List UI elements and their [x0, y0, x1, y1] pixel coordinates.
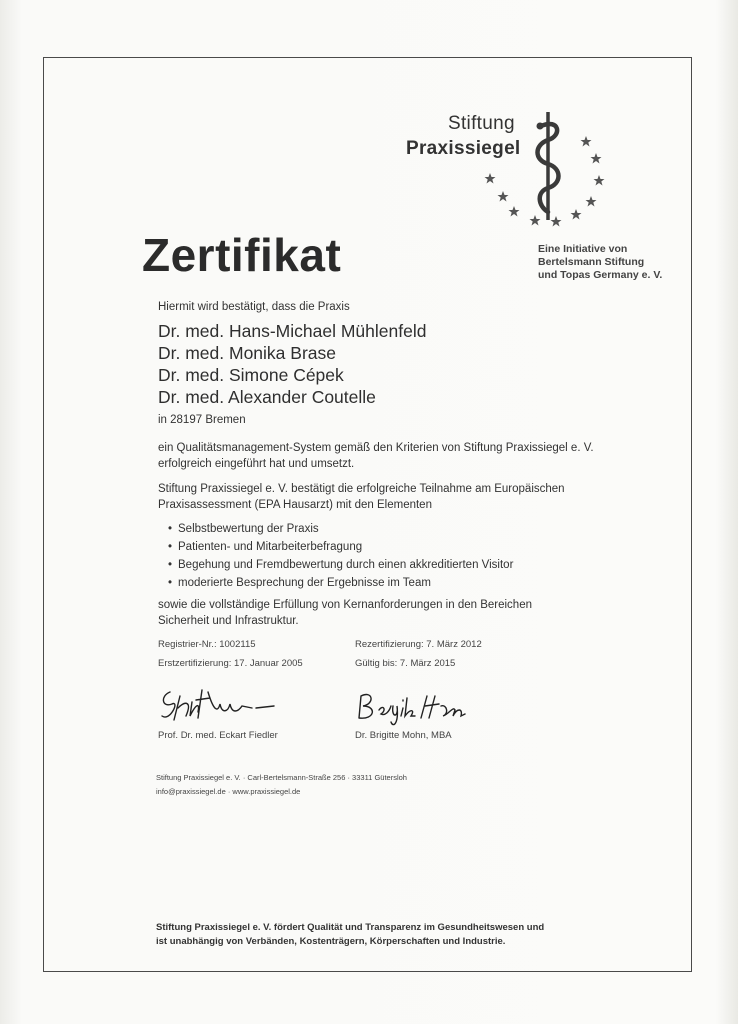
paragraph1-line1: ein Qualitätsmanagement-System gemäß den Kriterien von Stiftung Praxissiegel e. V. [158, 442, 594, 454]
caduceus-with-stars-icon [478, 108, 618, 238]
star-icon [571, 209, 582, 220]
initiative-line1: Eine Initiative von [538, 243, 628, 255]
valid-until: Gültig bis: 7. März 2015 [355, 658, 456, 669]
doctor-name: Dr. med. Simone Cépek [158, 365, 344, 385]
recertification: Rezertifizierung: 7. März 2012 [355, 639, 482, 650]
footer-line1: Stiftung Praxissiegel e. V. fördert Qualität und Transparenz im Gesundheitswesen und [156, 922, 545, 933]
footer-line2: ist unabhängig von Verbänden, Kostenträgern, Körperschaften und Industrie. [156, 936, 506, 947]
list-item: • Patienten- und Mitarbeiterbefragung [168, 538, 513, 556]
star-icon [509, 206, 520, 217]
intro-text: Hiermit wird bestätigt, dass die Praxis [158, 301, 350, 313]
paragraph2-line1: Stiftung Praxissiegel e. V. bestätigt die erfolgreiche Teilnahme am Europäischen [158, 483, 565, 495]
paragraph1-line2: erfolgreich eingeführt hat und umsetzt. [158, 458, 355, 470]
logo-line1: Stiftung [448, 113, 515, 134]
list-item: • Selbstbewertung der Praxis [168, 520, 513, 538]
signature-mohn [355, 688, 495, 728]
list-item: • moderierte Besprechung der Ergebnisse im Team [168, 574, 513, 592]
first-certification: Erstzertifizierung: 17. Januar 2005 [158, 658, 303, 669]
star-icon [594, 175, 605, 186]
logo-line2: Praxissiegel [406, 138, 521, 159]
certificate-title: Zertifikat [142, 229, 342, 281]
doctor-name: Dr. med. Hans-Michael Mühlenfeld [158, 321, 427, 341]
doctor-name: Dr. med. Monika Brase [158, 343, 336, 363]
star-icon [551, 216, 562, 227]
initiative-line3: und Topas Germany e. V. [538, 269, 663, 281]
signature-fiedler [156, 682, 286, 728]
star-icon [498, 191, 509, 202]
star-icon [530, 215, 541, 226]
initiative-line2: Bertelsmann Stiftung [538, 256, 645, 268]
star-icon [485, 173, 496, 184]
register-number: Registrier-Nr.: 1002115 [158, 639, 256, 650]
elements-list [168, 520, 513, 592]
paragraph2-line2: Praxisassessment (EPA Hausarzt) mit den Elementen [158, 499, 432, 511]
star-icon [591, 153, 602, 164]
list-item: • Begehung und Fremdbewertung durch einen akkreditierten Visitor [168, 556, 513, 574]
signatory-fiedler: Prof. Dr. med. Eckart Fiedler [158, 730, 278, 741]
signatory-mohn: Dr. Brigitte Mohn, MBA [355, 730, 452, 741]
star-icon [581, 136, 592, 147]
address-line2: info@praxissiegel.de · www.praxissiegel.de [156, 787, 301, 796]
address-line1: Stiftung Praxissiegel e. V. · Carl-Bertelsmann-Straße 256 · 33311 Gütersloh [156, 773, 407, 782]
location-text: in 28197 Bremen [158, 414, 246, 426]
doctor-name: Dr. med. Alexander Coutelle [158, 387, 376, 407]
star-icon [586, 196, 597, 207]
paragraph3-line2: Sicherheit und Infrastruktur. [158, 615, 299, 627]
paragraph3-line1: sowie die vollständige Erfüllung von Kernanforderungen in den Bereichen [158, 599, 532, 611]
